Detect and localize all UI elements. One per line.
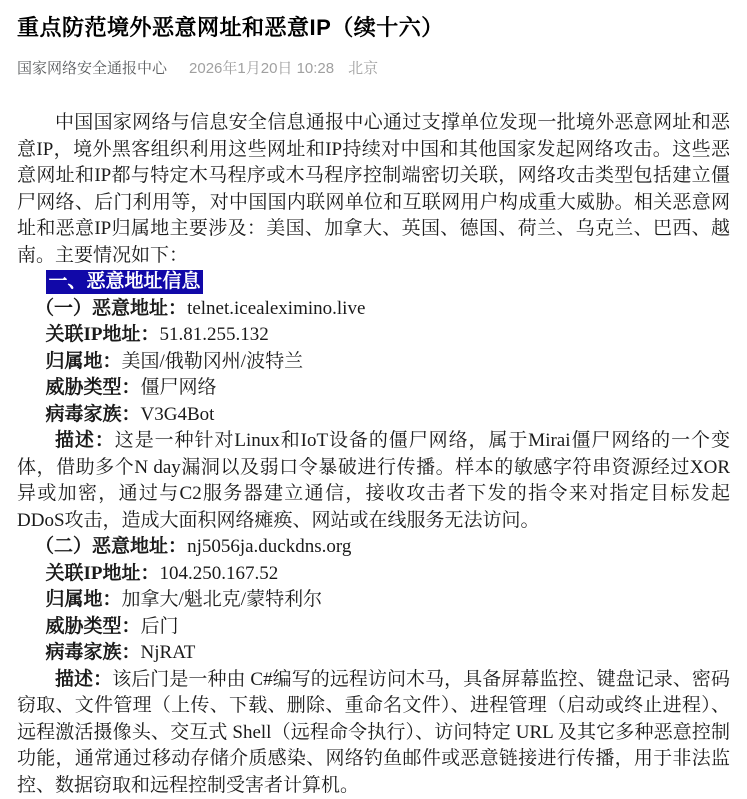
byline (17, 59, 730, 79)
entry2-threat-line (17, 614, 730, 641)
article-body (17, 110, 730, 799)
entry1-description-text: 这是一种针对Linux和IoT设备的僵尸网络，属于Mirai僵尸网络的一个变体，借助多个N day漏洞以及弱口令暴破进行传播。样本的敏感字符串资源经过XOR异或加密，通过与C2服务器建立通信，接收攻击者下发的指令来对指定目标发起DDoS攻击，造成大面积网络瘫痪、网站或在线服务无法访问。 (17, 430, 730, 531)
entry2-description (17, 667, 730, 799)
publish-location: 北京 (348, 60, 379, 77)
section-heading-highlight: 一、恶意地址信息 (46, 270, 203, 294)
entry1-location-label: 归属地： (45, 350, 122, 372)
entry1-threat-line (17, 375, 730, 402)
intro-paragraph: 中国国家网络与信息安全信息通报中心通过支撑单位发现一批境外恶意网址和恶意IP，境外黑客组织利用这些网址和IP持续对中国和其他国家发起网络攻击。这些恶意网址和IP都与特定木马程序或木马程序控制端密切关联，网络攻击类型包括建立僵尸网络、后门利用等，对中国国内联网单位和互联网用户构成重大威胁。相关恶意网址和恶意IP归属地主要涉及：美国、加拿大、英国、德国、荷兰、乌克兰、巴西、越南。主要情况如下： (17, 112, 730, 266)
entry1-location-line (17, 349, 730, 376)
entry2-location-label: 归属地： (45, 589, 122, 610)
entry2-threat-label: 威胁类型： (45, 615, 141, 637)
entry1-ip-line (17, 322, 730, 349)
page-title: 重点防范境外恶意网址和恶意IP（续十六） (17, 15, 444, 40)
entry1-family-value: V3G4Bot (140, 403, 215, 425)
entry1-address-label: （一）恶意地址： (35, 297, 188, 319)
section-heading-line (17, 269, 730, 296)
entry2-location-value: 加拿大/魁北克/蒙特利尔 (121, 589, 323, 610)
entry2-location-line (17, 587, 730, 614)
entry1-address-value: telnet.icealeximino.live (187, 297, 366, 319)
entry2-description-label: 描述： (55, 668, 113, 690)
entry2-ip-line (17, 561, 730, 588)
entry2-description-text: 该后门是一种由 C#编写的远程访问木马，具备屏幕监控、键盘记录、密码窃取、文件管理（上传、下载、删除、重命名文件）、进程管理（启动或终止进程）、远程激活摄像头、交互式 Shell（远程命令执行）、访问特定 URL 及其它多种恶意控制功能，通常通过移动存储介质感染、网络钓鱼邮件或恶意链接进行传播，用于非法监控、数据窃取和远程控制受害者计算机。 (17, 668, 730, 796)
author-link[interactable]: 国家网络安全通报中心 (17, 60, 168, 77)
entry2-address-line (17, 534, 730, 561)
entry1-ip-label: 关联IP地址： (45, 324, 160, 345)
entry2-family-value: NjRAT (140, 642, 196, 663)
entry1-family-line (17, 402, 730, 429)
entry2-address-value: nj5056ja.duckdns.org (187, 536, 352, 557)
entry2-family-line (17, 640, 730, 667)
entry2-ip-value: 104.250.167.52 (159, 562, 279, 584)
entry1-description (17, 428, 730, 534)
entry1-threat-label: 威胁类型： (45, 377, 141, 398)
entry2-address-label: （二）恶意地址： (35, 536, 188, 557)
entry1-location-value: 美国/俄勒冈州/波特兰 (121, 350, 304, 372)
entry2-ip-label: 关联IP地址： (45, 562, 160, 584)
entry1-family-label: 病毒家族： (45, 403, 141, 425)
publish-date: 2026年1月20日 10:28 (189, 60, 335, 77)
entry2-family-label: 病毒家族： (45, 642, 141, 663)
entry1-description-label: 描述： (55, 430, 115, 451)
entry2-threat-value: 后门 (140, 615, 179, 637)
entry1-threat-value: 僵尸网络 (140, 377, 217, 398)
entry1-ip-value: 51.81.255.132 (159, 324, 269, 345)
entry1-address-line (17, 296, 730, 323)
